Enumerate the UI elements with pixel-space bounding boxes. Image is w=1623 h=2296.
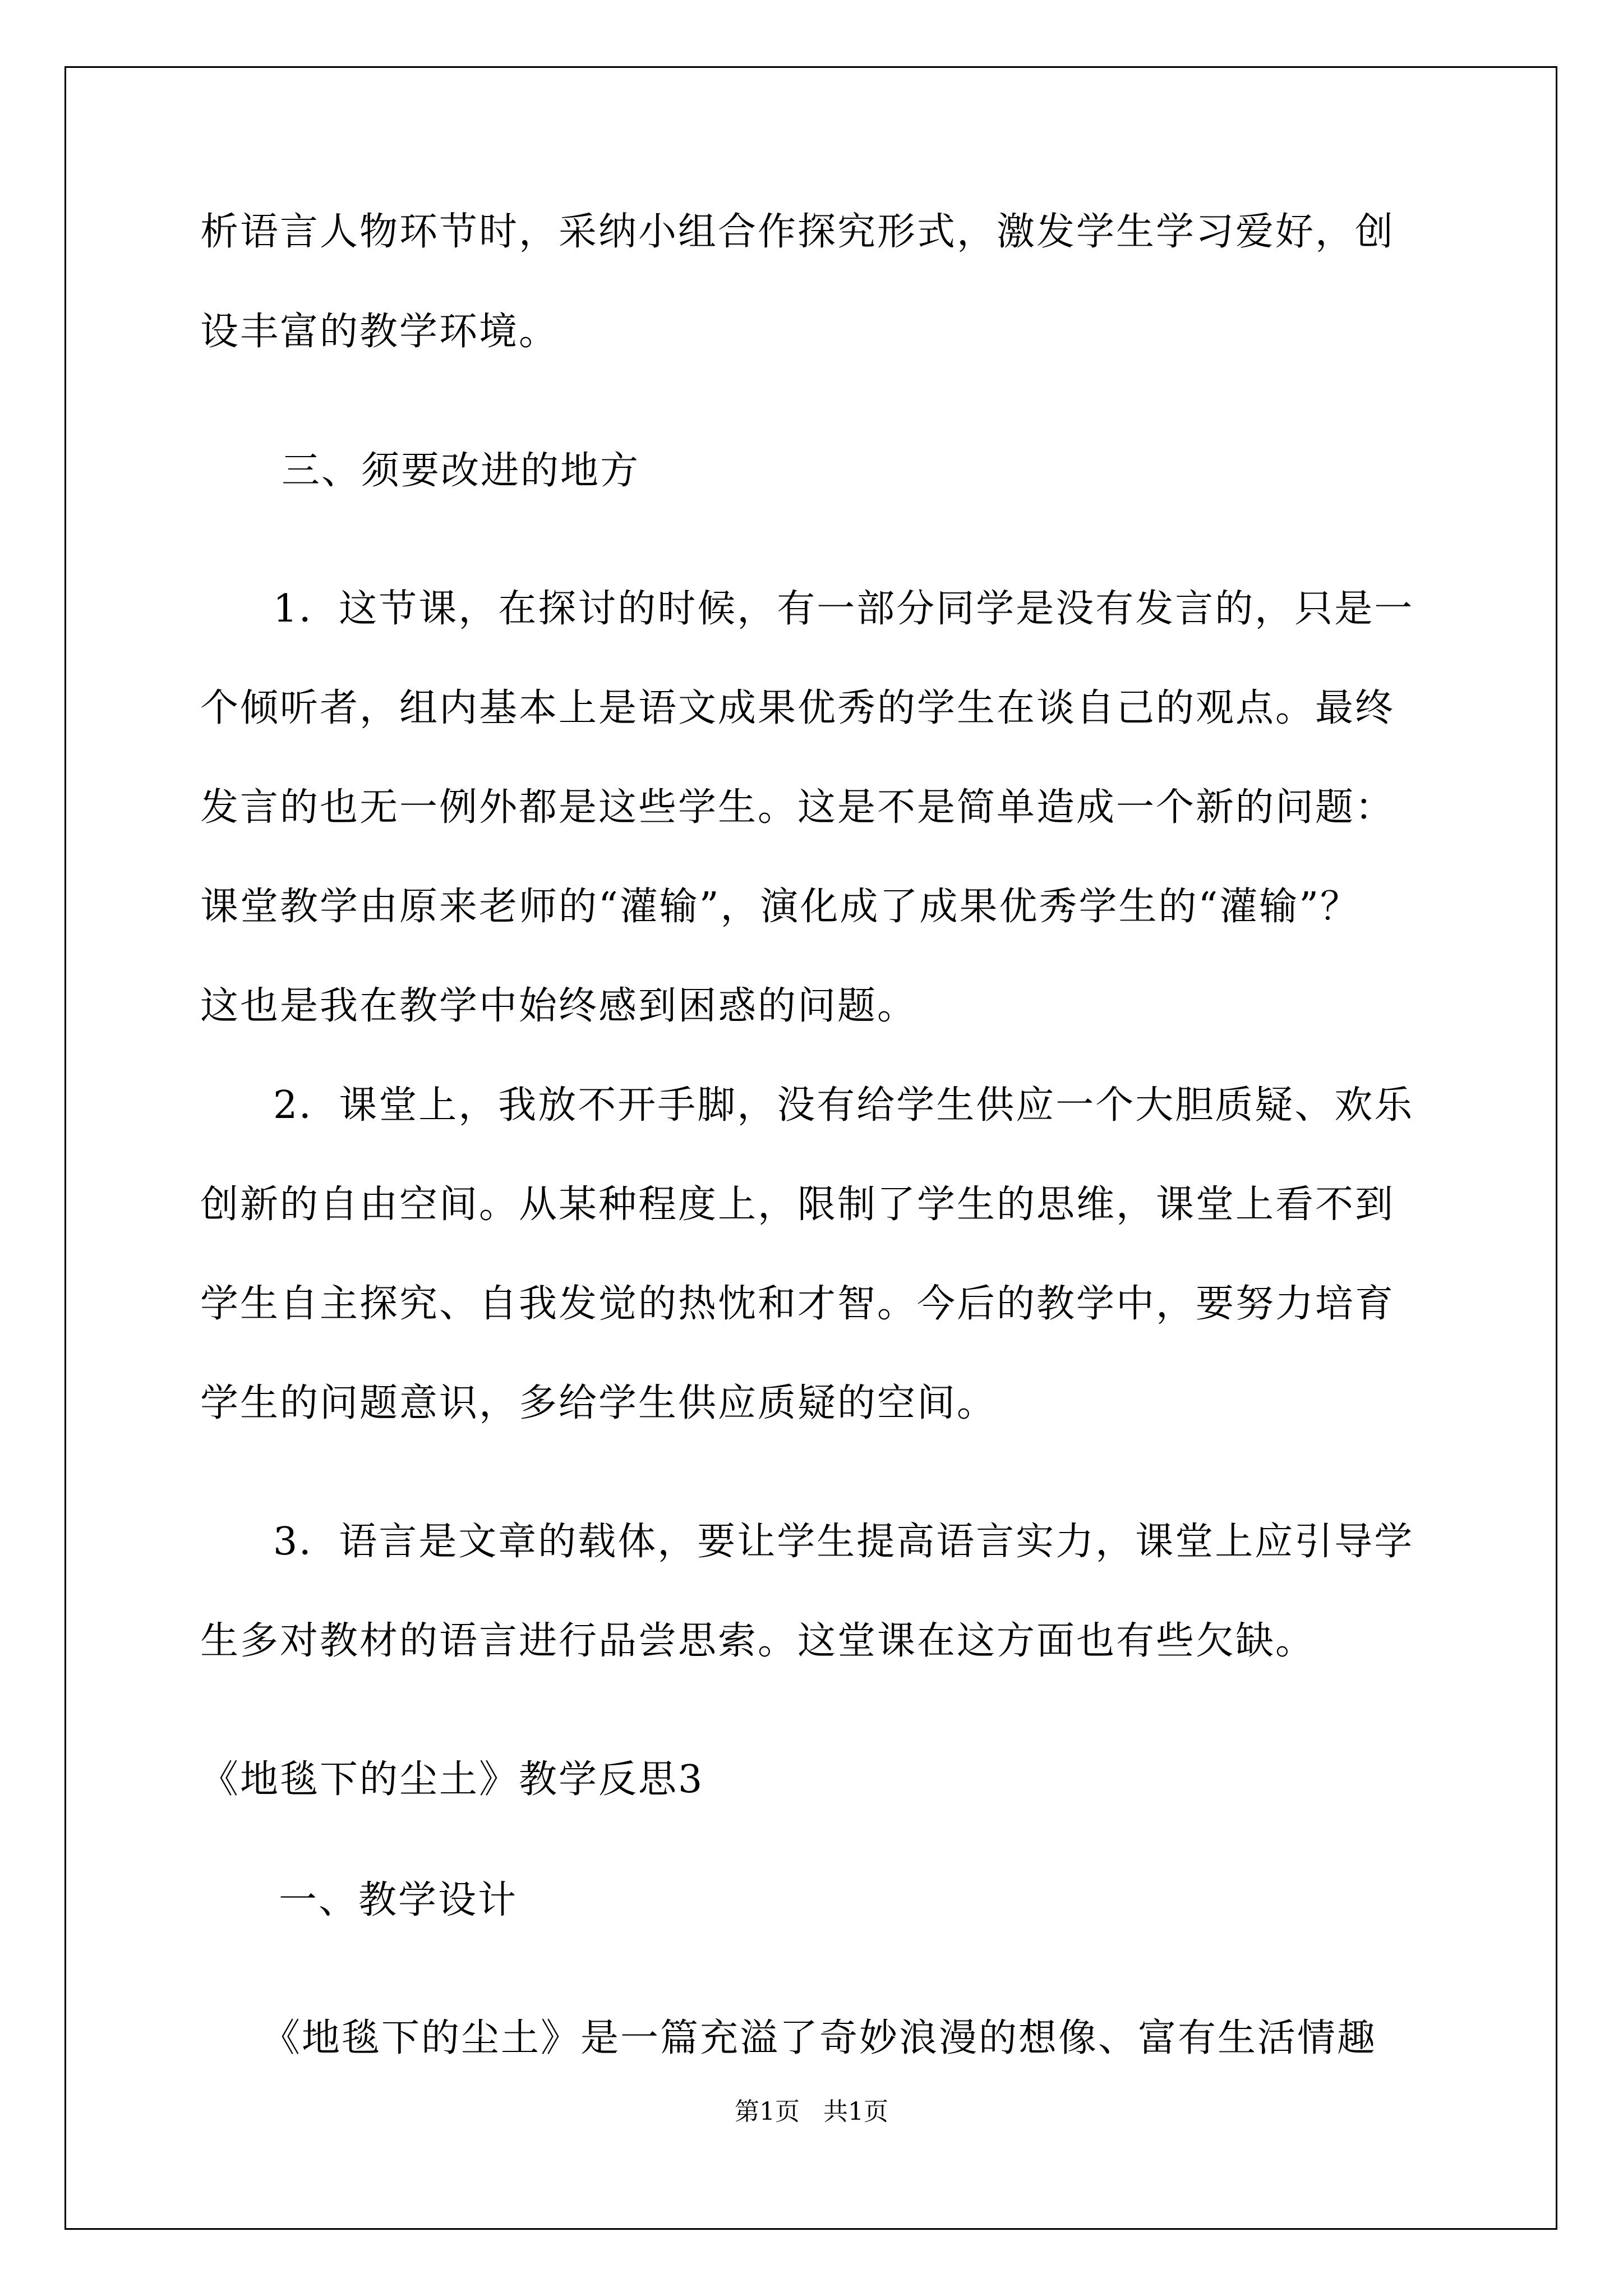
section-heading: 一、教学设计	[279, 1878, 518, 1922]
text-line: 生多对教材的语言进行品尝思索。这堂课在这方面也有些欠缺。	[200, 1619, 1316, 1663]
text-line: 3．语言是文章的载体，要让学生提高语言实力，课堂上应引导学	[273, 1520, 1414, 1564]
text-line: 1．这节课，在探讨的时候，有一部分同学是没有发言的，只是一	[273, 587, 1414, 631]
text-line: 创新的自由空间。从某种程度上，限制了学生的思维，课堂上看不到	[200, 1182, 1395, 1227]
text-line: 析语言人物环节时，采纳小组合作探究形式，激发学生学习爱好，创	[200, 210, 1395, 254]
text-line: 《地毯下的尘土》是一篇充溢了奇妙浪漫的想像、富有生活情趣	[262, 2016, 1377, 2060]
document-title: 《地毯下的尘土》教学反思3	[200, 1757, 704, 1802]
text-line: 课堂教学由原来老师的“灌输”，演化成了成果优秀学生的“灌输”？	[200, 885, 1361, 929]
text-line: 发言的也无一例外都是这些学生。这是不是简单造成一个新的问题：	[200, 785, 1395, 830]
text-line: 学生自主探究、自我发觉的热忱和才智。今后的教学中，要努力培育	[200, 1282, 1395, 1326]
text-line: 这也是我在教学中始终感到困惑的问题。	[200, 984, 917, 1028]
text-line: 设丰富的教学环境。	[200, 310, 559, 354]
text-line: 学生的问题意识，多给学生供应质疑的空间。	[200, 1381, 997, 1425]
section-heading: 三、须要改进的地方	[282, 449, 640, 493]
page-footer: 第1页 共1页	[735, 2097, 888, 2126]
text-line: 2．课堂上，我放不开手脚，没有给学生供应一个大胆质疑、欢乐	[273, 1083, 1414, 1128]
text-line: 个倾听者，组内基本上是语文成果优秀的学生在谈自己的观点。最终	[200, 686, 1395, 730]
